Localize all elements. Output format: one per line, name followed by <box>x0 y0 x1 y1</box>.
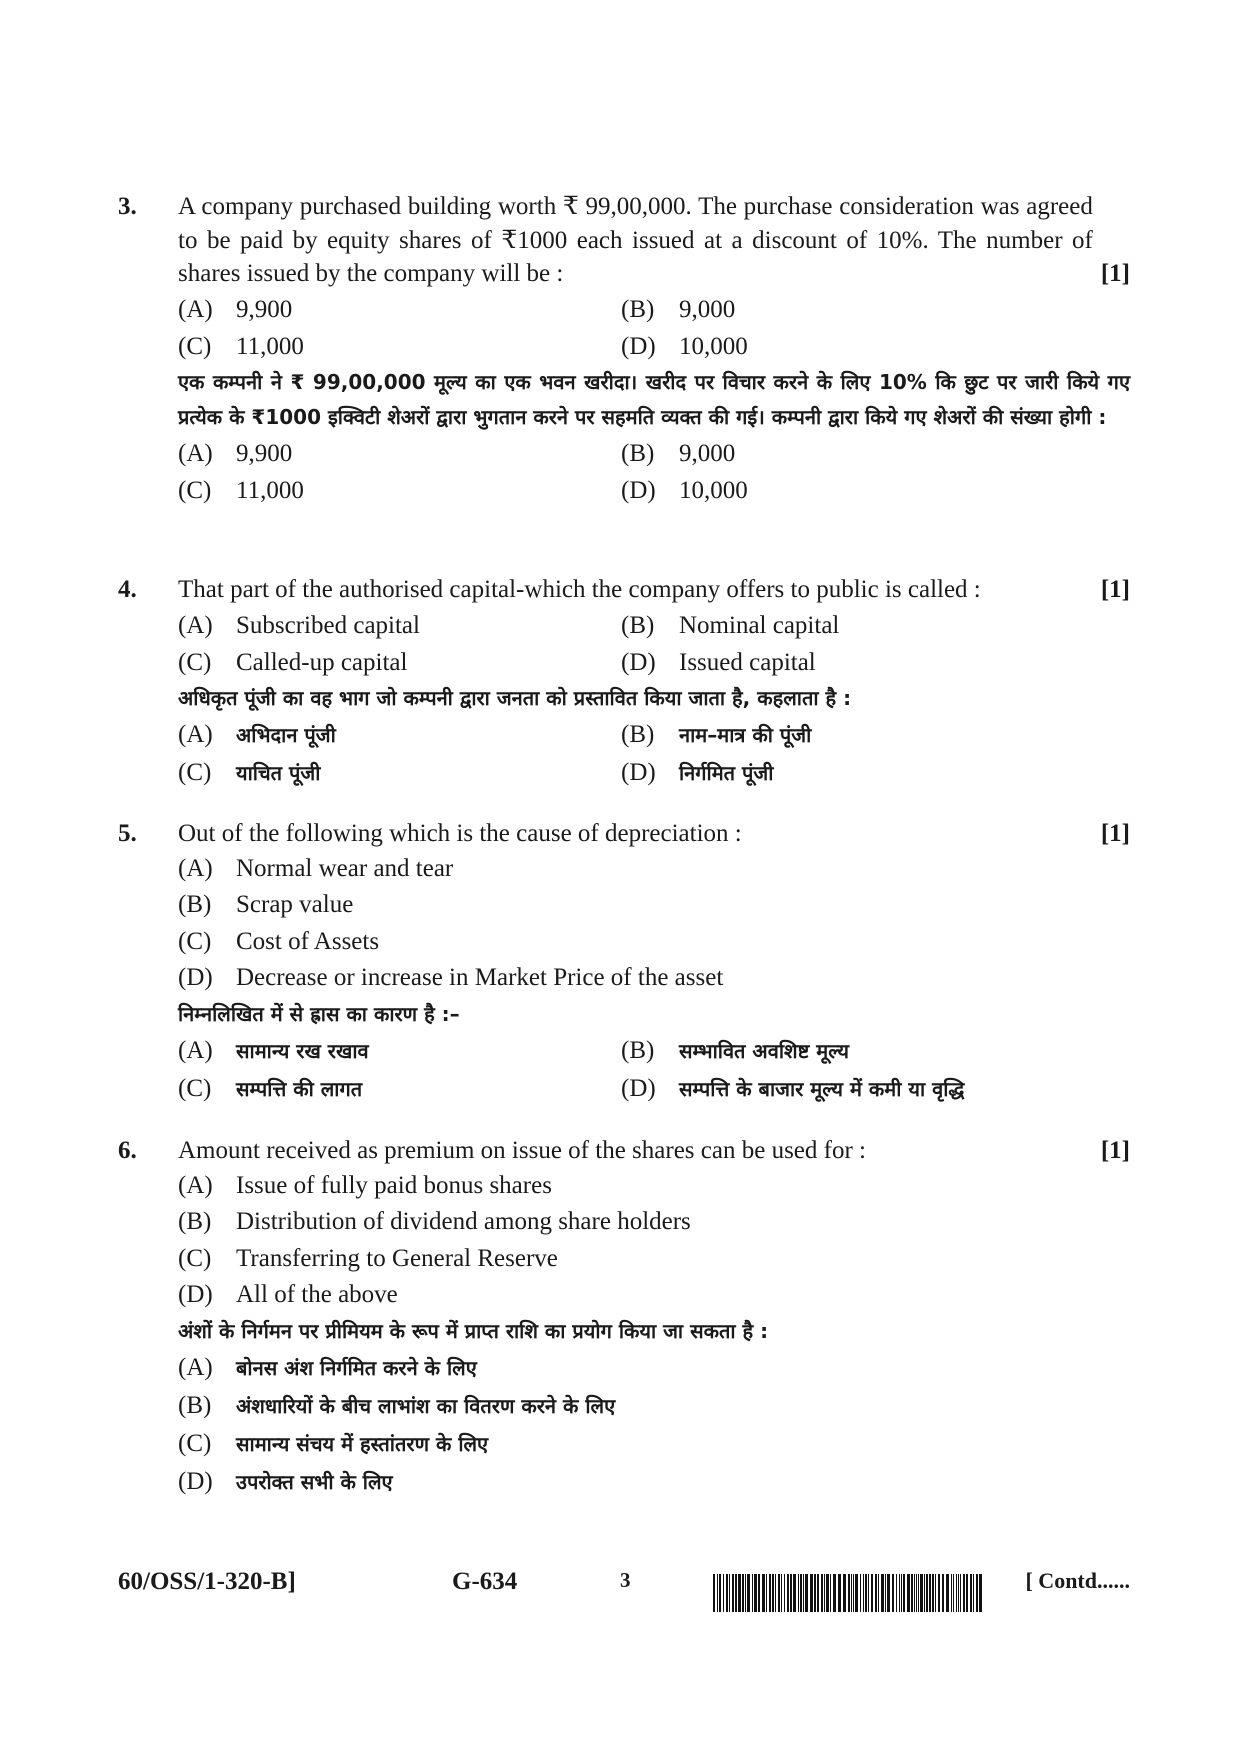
barcode-icon <box>713 1574 983 1612</box>
options-hi <box>178 1349 1130 1501</box>
series-code: G-634 <box>452 1568 518 1595</box>
question-text-en: [1] A company purchased building worth ₹ 99,00,000. The purchase consideration was agreed to be paid by equity shares of ₹1000 each issued at a discount of 10%. The number of shares issued by the company will be : <box>178 190 1130 291</box>
marks: [1] <box>1100 260 1130 287</box>
option-c-hi: (C) 11,000 <box>178 476 304 504</box>
option-a: (A) Issue of fully paid bonus shares <box>178 1171 552 1199</box>
option-c-hi: (C) सामान्य संचय में हस्तांतरण के लिए <box>178 1429 489 1457</box>
option-a: (A) Normal wear and tear <box>178 854 454 882</box>
option-d-hi: (D) उपरोक्त सभी के लिए <box>178 1467 393 1495</box>
paper-code: 60/OSS/1-320-B] <box>118 1568 296 1595</box>
options-en <box>178 851 1130 997</box>
option-a: (A) 9,900 <box>178 295 293 323</box>
marks: [1] <box>1100 820 1130 847</box>
question-number: 3. <box>118 193 137 220</box>
option-d-hi: (D) 10,000 <box>621 476 748 504</box>
option-d: (D) 10,000 <box>621 332 748 360</box>
option-b-hi: (B) अंशधारियों के बीच लाभांश का वितरण करने के लिए <box>178 1391 616 1419</box>
marks: [1] <box>1100 1137 1130 1164</box>
option-c: (C) Transferring to General Reserve <box>178 1244 558 1272</box>
question-number: 6. <box>118 1137 137 1164</box>
option-b-hi: (B) नाम–मात्र की पूंजी <box>621 720 812 748</box>
option-c: (C) Called-up capital <box>178 648 408 676</box>
options-en <box>178 1168 1130 1314</box>
option-b-hi: (B) सम्भावित अवशिष्ट मूल्य <box>621 1036 849 1064</box>
options-en <box>178 607 1130 681</box>
option-a: (A) Subscribed capital <box>178 611 420 639</box>
option-a-hi: (A) बोनस अंश निर्गमित करने के लिए <box>178 1353 477 1381</box>
option-a-hi: (A) सामान्य रख रखाव <box>178 1036 369 1064</box>
question-6 <box>118 1134 1130 1501</box>
option-b: (B) Nominal capital <box>621 611 840 639</box>
option-b: (B) 9,000 <box>621 295 736 323</box>
options-en <box>178 291 1130 365</box>
option-c-hi: (C) सम्पत्ति की लागत <box>178 1074 363 1102</box>
question-text-en: [1] Out of the following which is the cause of depreciation : <box>178 817 1130 851</box>
option-b-hi: (B) 9,000 <box>621 439 736 467</box>
marks: [1] <box>1100 576 1130 603</box>
option-d: (D) Decrease or increase in Market Price of the asset <box>178 964 724 991</box>
question-text-hi: अधिकृत पूंजी का वह भाग जो कम्पनी द्वारा जनता को प्रस्तावित किया जाता है, कहलाता है : <box>178 685 852 710</box>
options-hi <box>178 1032 1130 1108</box>
option-d-hi: (D) निर्गमित पूंजी <box>621 758 774 786</box>
question-text-en: [1] Amount received as premium on issue of the shares can be used for : <box>178 1134 1130 1168</box>
options-hi <box>178 716 1130 792</box>
option-d: (D) All of the above <box>178 1281 398 1308</box>
question-text-en: [1] That part of the authorised capital-which the company offers to public is called : <box>178 573 1130 607</box>
page-number: 3 <box>620 1568 631 1592</box>
options-hi <box>178 435 1130 509</box>
option-d: (D) Issued capital <box>621 648 816 676</box>
option-c: (C) 11,000 <box>178 332 304 360</box>
question-text-hi: निम्नलिखित में से ह्रास का कारण है :– <box>178 1001 460 1026</box>
page-footer <box>118 1568 1130 1608</box>
option-c-hi: (C) याचित पूंजी <box>178 758 321 786</box>
question-5 <box>118 817 1130 1108</box>
question-text-hi: अंशों के निर्गमन पर प्रीमियम के रूप में प्राप्त राशि का प्रयोग किया जा सकता है : <box>178 1318 769 1343</box>
continued-label: [ Contd...... <box>1025 1568 1130 1593</box>
question-number: 5. <box>118 820 137 847</box>
option-a-hi: (A) अभिदान पूंजी <box>178 720 336 748</box>
option-a-hi: (A) 9,900 <box>178 439 293 467</box>
question-3 <box>118 190 1130 509</box>
question-text-hi: एक कम्पनी ने ₹ 99,00,000 मूल्य का एक भवन खरीदा। खरीद पर विचार करने के लिए 10% कि छुट पर जारी किये गए प्रत्येक के ₹1000 इक्विटी शेअरों द्वारा भुगतान करने पर सहमति व्यक्त की गई। कम्पनी द्वारा किये गए शेअरों की संख्या होगी : <box>178 369 1130 429</box>
question-number: 4. <box>118 576 137 603</box>
option-b: (B) Distribution of dividend among share holders <box>178 1208 691 1235</box>
option-d-hi: (D) सम्पत्ति के बाजार मूल्य में कमी या वृद्धि <box>621 1074 965 1102</box>
option-b: (B) Scrap value <box>178 891 354 918</box>
question-4 <box>118 573 1130 792</box>
option-c: (C) Cost of Assets <box>178 927 380 955</box>
